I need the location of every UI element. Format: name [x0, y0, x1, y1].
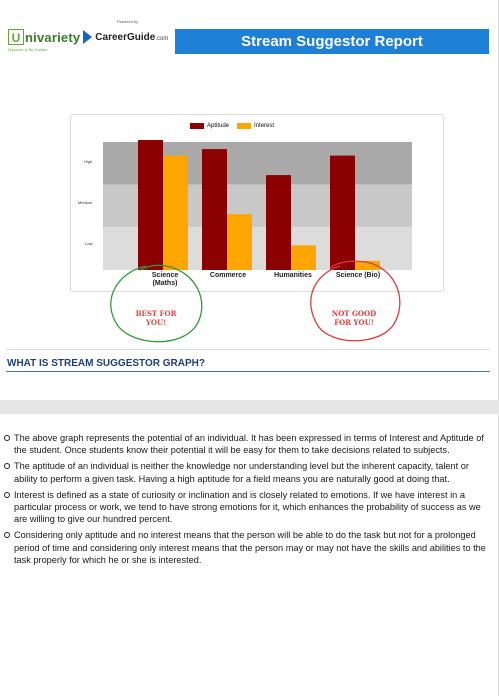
page-divider: [0, 400, 499, 414]
legend-label-interest: Interest: [254, 123, 275, 129]
bullet-icon: [4, 532, 10, 538]
list-item-text: The aptitude of an individual is neither the knowledge nor understanding level but the inherent capacity, talent or ability to perform a given task. Having a high aptitude for a field means you are naturally good at doing that.: [14, 461, 469, 484]
band-label-medium: Medium: [78, 200, 93, 205]
category-label-humanities: Humanities: [274, 272, 312, 279]
band-label-low: Low: [85, 241, 93, 246]
category-label-commerce: Commerce: [209, 272, 247, 279]
list-item: [4, 432, 490, 456]
best-for-you-circle: [111, 265, 202, 342]
band-label-high: High: [84, 159, 93, 164]
report-title: Stream Suggestor Report: [241, 33, 423, 50]
not-good-line1: NOT GOOD: [331, 309, 377, 318]
list-item: [4, 529, 490, 566]
bullet-icon: [4, 463, 10, 469]
best-for-you-label: [124, 309, 188, 327]
list-item: [4, 489, 490, 526]
best-for-you-line2: YOU!: [145, 318, 167, 327]
list-item-text: Interest is defined as a state of curiosity or inclination and is closely related to emotions. If we have interest in a particular process or work, we tend to have strong emotions for it, which enhances the probability of success as we are willing to give our hundred percent.: [14, 489, 481, 525]
not-good-circle: [311, 261, 400, 341]
section-rule-top: [6, 349, 490, 350]
category-label-science-bio: Science (Bio): [335, 272, 381, 279]
legend-label-aptitude: Aptitude: [207, 123, 230, 129]
bullet-icon: [4, 435, 10, 441]
careerguide-suffix: .com: [155, 35, 169, 42]
section-heading: WHAT IS STREAM SUGGESTOR GRAPH?: [7, 358, 205, 369]
careerguide-text: CareerGuide: [95, 31, 156, 43]
not-good-label: [322, 309, 386, 327]
logo-tagline: Discover & Be Guided: [8, 47, 48, 52]
powered-by-text: Powered by: [117, 19, 139, 24]
list-item-text: The above graph represents the potential of an individual. It has been expressed in terms of Interest and Aptitude of the student. Once students know their potential it will be easy for them to take decisions related to subjects.: [14, 433, 484, 456]
logo-letter: U: [8, 29, 24, 45]
category-label-science-maths: Science (Maths): [151, 272, 179, 287]
explanation-list: [4, 432, 490, 570]
section-rule: [6, 371, 490, 372]
list-item: [4, 460, 490, 484]
logo-text: nivariety: [25, 29, 81, 45]
bullet-icon: [4, 492, 10, 498]
best-for-you-line1: BEST FOR: [135, 309, 177, 318]
list-item-text: Considering only aptitude and no interest means that the person will be able to do the task but not for a prolonged period of time and considering only interest means that the person may or may not have the skills and abilities to the task properly for which he or she is interested.: [14, 530, 486, 565]
not-good-line2: FOR YOU!: [334, 318, 374, 327]
